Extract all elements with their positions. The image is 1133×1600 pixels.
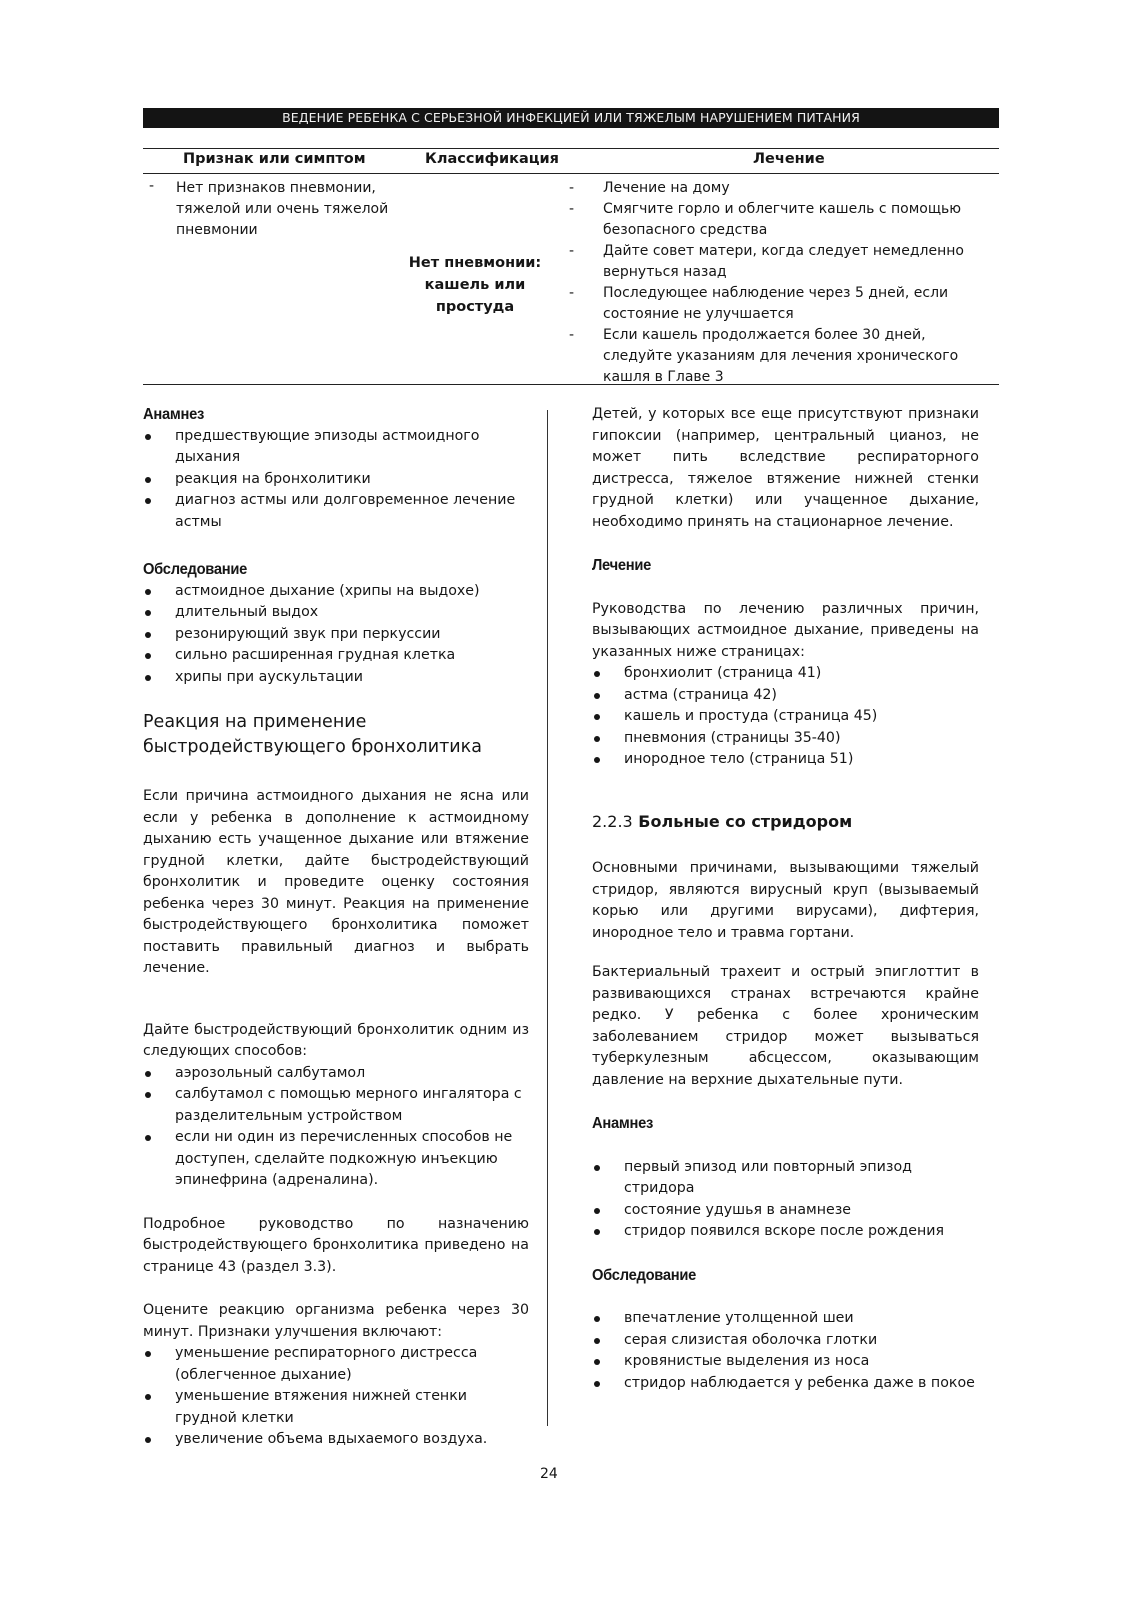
list-item: диагноз астмы или долговременное лечение астмы	[143, 490, 529, 533]
stridor-exam-list	[592, 1308, 979, 1394]
section-title: Больные со стридором	[638, 811, 853, 831]
list-item: бронхиолит (страница 41)	[592, 663, 979, 685]
stridor-anamnesis-list	[592, 1157, 979, 1243]
treatment-pages-list	[592, 663, 979, 771]
treatment-item: - Лечение на дому	[569, 180, 730, 196]
header-treatment: Лечение	[753, 151, 825, 167]
stridor-paragraph-1: Основными причинами, вызывающими тяжелый стридор, являются вирусный круп (вызываемый корью или другими вирусами), дифтерия, инородное тело и травма гортани.	[592, 860, 979, 941]
page-number: 24	[540, 1466, 558, 1482]
list-item: салбутамол с помощью мерного ингалятора с разделительным устройством	[143, 1084, 529, 1127]
treatment-heading: Лечение	[592, 557, 652, 574]
assess-list	[143, 1343, 529, 1451]
guide-paragraph: Подробное руководство по назначению быстродействующего бронхолитика приведено на странице 43 (раздел 3.3).	[143, 1215, 529, 1275]
treatment-paragraph: Руководства по лечению различных причин, вызывающих астмоидное дыхание, приведены на указанных ниже страницах:	[592, 600, 979, 660]
left-column	[143, 404, 529, 1451]
list-item: уменьшение втяжения нижней стенки грудной клетки	[143, 1386, 529, 1429]
column-divider	[547, 410, 548, 1426]
sign-dash: -	[149, 178, 155, 194]
assess-paragraph: Оцените реакцию организма ребенка через 30 минут. Признаки улучшения включают:	[143, 1302, 529, 1340]
section-number: 2.2.3	[592, 811, 633, 831]
list-item: стридор появился вскоре после рождения	[592, 1221, 979, 1243]
list-item: первый эпизод или повторный эпизод стридора	[592, 1157, 979, 1200]
treatment-item: - Последующее наблюдение через 5 дней, если состояние не улучшается	[569, 285, 949, 322]
list-item: пневмония (страницы 35-40)	[592, 728, 979, 750]
list-item: состояние удушья в анамнезе	[592, 1200, 979, 1222]
list-item: сильно расширенная грудная клетка	[143, 645, 529, 667]
stridor-exam-heading: Обследование	[592, 1266, 697, 1284]
give-list	[143, 1063, 529, 1192]
list-item: увеличение объема вдыхаемого воздуха.	[143, 1429, 529, 1451]
list-item: серая слизистая оболочка глотки	[592, 1330, 979, 1352]
anamnesis-list	[143, 426, 529, 534]
list-item: хрипы при аускультации	[143, 667, 529, 689]
list-item: кашель и простуда (страница 45)	[592, 706, 979, 728]
list-item: астмоидное дыхание (хрипы на выдохе)	[143, 581, 529, 603]
section-heading	[592, 811, 979, 833]
classification-table	[143, 148, 999, 385]
list-item: инородное тело (страница 51)	[592, 749, 979, 771]
table-row	[143, 174, 999, 385]
stridor-anamnesis-heading: Анамнез	[592, 1115, 654, 1132]
header-classification: Классификация	[425, 151, 559, 167]
treatment-item: - Дайте совет матери, когда следует немедленно вернуться назад	[569, 243, 964, 280]
anamnesis-heading: Анамнез	[143, 406, 205, 423]
exam-heading: Обследование	[143, 561, 248, 578]
response-paragraph: Если причина астмоидного дыхания не ясна или если у ребенка в дополнение к астмоидному дыханию есть учащенное дыхание или втяжение грудной клетки, дайте быстродействующий бронхолитик и проведите оценку состояния ребенка через 30 минут. Реакция на применение быстродействующего бронхолитика поможет поставить правильный диагноз и выбрать лечение.	[143, 788, 529, 976]
list-item: аэрозольный салбутамол	[143, 1063, 529, 1085]
treatment-item: - Смягчите горло и облегчите кашель с помощью безопасного средства	[569, 201, 962, 238]
list-item: предшествующие эпизоды астмоидного дыхания	[143, 426, 529, 469]
list-item: длительный выдох	[143, 602, 529, 624]
section-banner: ВЕДЕНИЕ РЕБЕНКА С СЕРЬЕЗНОЙ ИНФЕКЦИЕЙ ИЛИ ТЯЖЕЛЫМ НАРУШЕНИЕМ ПИТАНИЯ	[143, 108, 999, 128]
sign-cell: Нет признаков пневмонии, тяжелой или очень тяжелой пневмонии	[176, 180, 389, 238]
list-item: реакция на бронхолитики	[143, 469, 529, 491]
stridor-paragraph-2: Бактериальный трахеит и острый эпиглоттит в развивающихся странах встречаются крайне редко. У ребенка с более хроническим заболеванием стридор может вызываться туберкулезным абсцессом, оказывающим давление на верхние дыхательные пути.	[592, 964, 979, 1088]
list-item: астма (страница 42)	[592, 685, 979, 707]
list-item: кровянистые выделения из носа	[592, 1351, 979, 1373]
exam-list	[143, 581, 529, 689]
table-header	[143, 148, 999, 174]
list-item: резонирующий звук при перкуссии	[143, 624, 529, 646]
list-item: уменьшение респираторного дистресса (облегченное дыхание)	[143, 1343, 529, 1386]
list-item: стридор наблюдается у ребенка даже в покое	[592, 1373, 979, 1395]
hospital-paragraph: Детей, у которых все еще присутствуют признаки гипоксии (например, центральный цианоз, не может пить вследствие респираторного дистресса, тяжелое втяжение нижней стенки грудной клетки) или учащенное дыхание, необходимо принять на стационарное лечение.	[592, 406, 979, 530]
treatment-item: - Если кашель продолжается более 30 дней, следуйте указаниям для лечения хронического кашля в Главе 3	[569, 327, 959, 385]
header-sign: Признак или симптом	[183, 151, 366, 167]
right-column	[592, 404, 979, 1394]
list-item: впечатление утолщенной шеи	[592, 1308, 979, 1330]
response-heading: Реакция на применение быстродействующего бронхолитика	[143, 712, 482, 757]
classification-cell: Нет пневмонии: кашель или простуда	[408, 255, 542, 315]
list-item: если ни один из перечисленных способов не доступен, сделайте подкожную инъекцию эпинефрина (адреналина).	[143, 1127, 529, 1192]
give-paragraph: Дайте быстродействующий бронхолитик одним из следующих способов:	[143, 1021, 529, 1059]
treatment-list	[563, 178, 999, 388]
